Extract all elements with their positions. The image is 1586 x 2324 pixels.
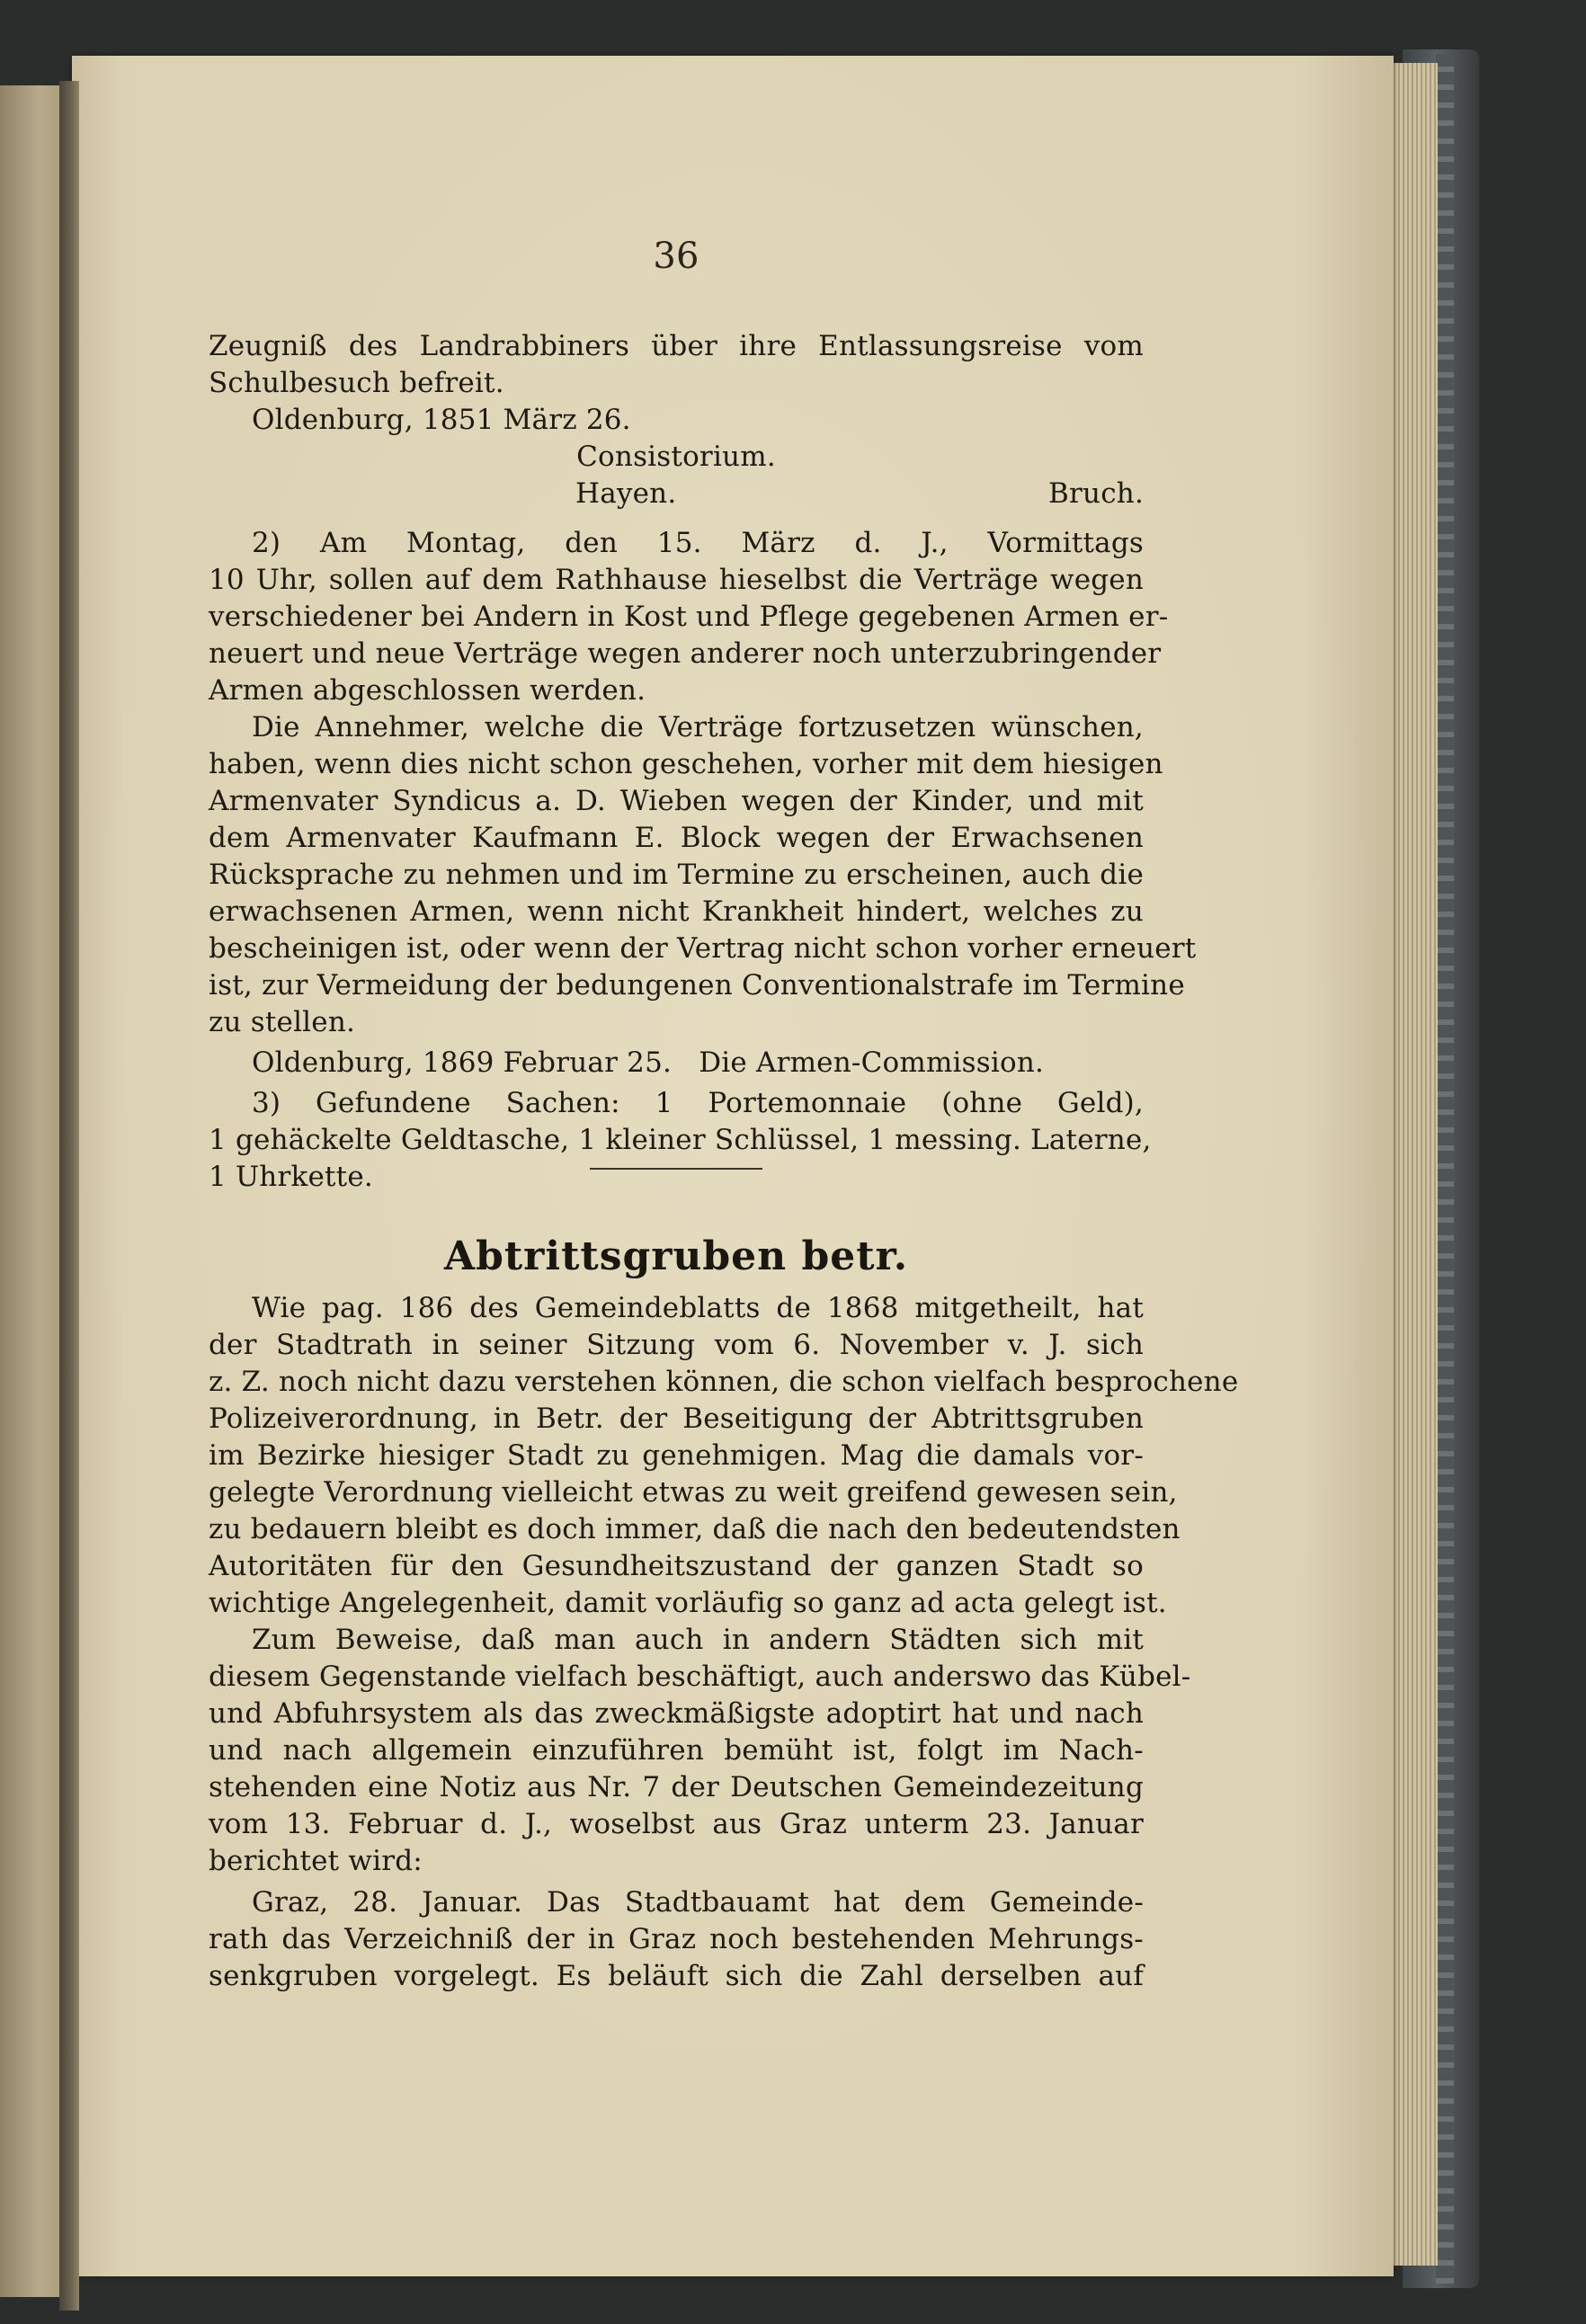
- article-line: rath das Verzeichniß der in Graz noch bestehenden Mehrungs-: [209, 1923, 1144, 1955]
- section2-line: zu stellen.: [209, 1006, 356, 1038]
- section3-line: 1 gehäckelte Geldtasche, 1 kleiner Schlüssel, 1 messing. Laterne,: [209, 1124, 1152, 1156]
- book-gutter: [59, 81, 79, 2311]
- article-line: berichtet wird:: [209, 1845, 423, 1877]
- signature-bruch: Bruch.: [1048, 477, 1144, 510]
- section2-line: ist, zur Vermeidung der bedungenen Conventionalstrafe im Termine: [209, 969, 1185, 1002]
- section2-line: haben, wenn dies nicht schon geschehen, vorher mit dem hiesigen: [209, 748, 1163, 780]
- article-line: gelegte Verordnung vielleicht etwas zu weit greifend gewesen sein,: [209, 1476, 1178, 1509]
- section2-line: erwachsenen Armen, wenn nicht Krankheit hindert, welches zu: [209, 895, 1144, 928]
- section2-line: Rücksprache zu nehmen und im Termine zu erscheinen, auch die: [209, 859, 1144, 891]
- section1-line: Schulbesuch befreit.: [209, 367, 504, 399]
- section2-line: Armenvater Syndicus a. D. Wieben wegen der Kinder, und mit: [209, 785, 1144, 817]
- section2-line: 2) Am Montag, den 15. März d. J., Vormittags: [252, 527, 1144, 559]
- article-line: vom 13. Februar d. J., woselbst aus Graz unterm 23. Januar: [209, 1808, 1144, 1840]
- section2-line: neuert und neue Verträge wegen anderer noch unterzubringender: [209, 637, 1162, 670]
- section3-line: 1 Uhrkette.: [209, 1161, 373, 1193]
- article-line: Wie pag. 186 des Gemeindeblatts de 1868 mitgetheilt, hat: [252, 1292, 1144, 1324]
- section3-line: 3) Gefundene Sachen: 1 Portemonnaie (ohne Geld),: [252, 1087, 1144, 1119]
- article-line: Autoritäten für den Gesundheitszustand der ganzen Stadt so: [209, 1550, 1144, 1582]
- signature-hayen: Hayen.: [575, 477, 677, 510]
- section2-line: Die Annehmer, welche die Verträge fortzusetzen wünschen,: [252, 711, 1144, 744]
- article-line: diesem Gegenstande vielfach beschäftigt, auch anderswo das Kübel-: [209, 1661, 1191, 1693]
- cover-marbled-edge: [1436, 54, 1454, 2284]
- section1-dateline: Oldenburg, 1851 März 26.: [252, 404, 631, 436]
- article-line: Graz, 28. Januar. Das Stadtbauamt hat dem Gemeinde-: [252, 1886, 1144, 1919]
- section2-dateline: Oldenburg, 1869 Februar 25. Die Armen-Commission.: [252, 1046, 1045, 1079]
- section2-line: bescheinigen ist, oder wenn der Vertrag nicht schon vorher erneuert: [209, 932, 1197, 965]
- article-line: zu bedauern bleibt es doch immer, daß die nach den bedeutendsten: [209, 1513, 1181, 1545]
- article-line: wichtige Angelegenheit, damit vorläufig so ganz ad acta gelegt ist.: [209, 1587, 1167, 1619]
- article-line: z. Z. noch nicht dazu verstehen können, die schon vielfach besprochene: [209, 1366, 1239, 1398]
- page-number: 36: [653, 236, 699, 277]
- article-line: im Bezirke hiesiger Stadt zu genehmigen. Mag die damals vor-: [209, 1439, 1144, 1472]
- section1-authority: Consistorium.: [576, 441, 776, 473]
- article-line: der Stadtrath in seiner Sitzung vom 6. November v. J. sich: [209, 1329, 1144, 1361]
- article-line: und nach allgemein einzuführen bemüht ist, folgt im Nach-: [209, 1734, 1144, 1767]
- article-line: senkgruben vorgelegt. Es beläuft sich die Zahl derselben auf: [209, 1960, 1144, 1992]
- section1-signatures: [209, 476, 1144, 512]
- article-line: Zum Beweise, daß man auch in andern Städten sich mit: [252, 1624, 1144, 1656]
- article-line: Polizeiverordnung, in Betr. der Beseitigung der Abtrittsgruben: [209, 1402, 1144, 1435]
- section2-line: Armen abgeschlossen werden.: [209, 674, 646, 707]
- section-divider: [590, 1168, 762, 1170]
- section2-line: verschiedener bei Andern in Kost und Pflege gegebenen Armen er-: [209, 601, 1169, 633]
- article-line: und Abfuhrsystem als das zweckmäßigste adoptirt hat und nach: [209, 1697, 1144, 1730]
- article-heading: Abtrittsgruben betr.: [443, 1233, 909, 1279]
- section2-line: dem Armenvater Kaufmann E. Block wegen der Erwachsenen: [209, 822, 1144, 854]
- article-line: stehenden eine Notiz aus Nr. 7 der Deutschen Gemeindezeitung: [209, 1771, 1144, 1803]
- section2-line: 10 Uhr, sollen auf dem Rathhause hieselbst die Verträge wegen: [209, 564, 1144, 596]
- section1-line: Zeugniß des Landrabbiners über ihre Entlassungsreise vom: [209, 330, 1144, 362]
